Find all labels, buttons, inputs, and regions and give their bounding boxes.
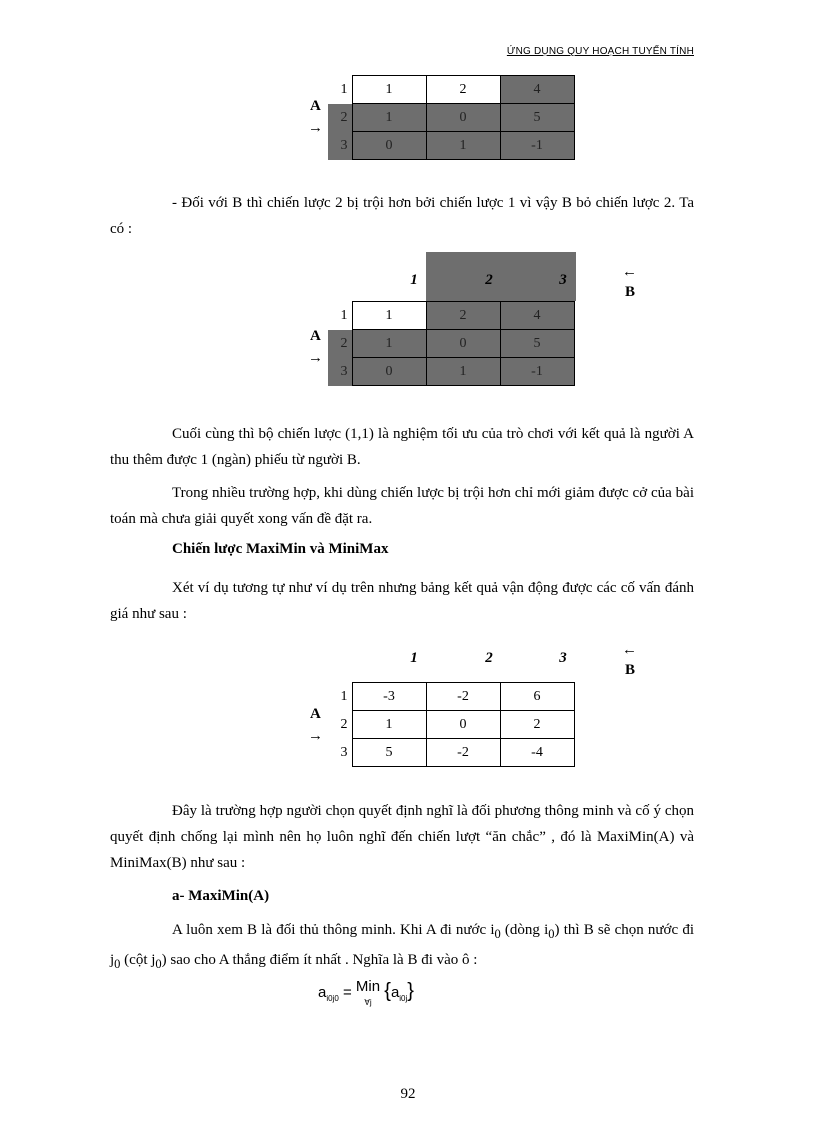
table-row	[328, 330, 574, 358]
table-cell: -1	[500, 358, 574, 386]
table-cell: -4	[500, 739, 574, 767]
formula-lhs: a	[318, 984, 327, 1001]
subscript: 0	[114, 957, 121, 971]
formula-operator	[356, 980, 380, 1010]
paragraph: Cuối cùng thì bộ chiến lược (1,1) là nghiệm tối ưu của trò chơi với kết quả là người A thu thêm được 1 (ngàn) phiếu từ người B.	[110, 426, 694, 468]
table-row	[328, 76, 574, 104]
formula-op: Min	[355, 978, 381, 995]
column-label: 1	[410, 272, 418, 288]
subscript: 0	[155, 957, 162, 971]
table-cell: 1	[352, 302, 426, 330]
player-a-label-3: A	[310, 706, 321, 722]
text-run: (cột j	[120, 952, 156, 968]
text-run: ) thì B sẽ chọn nước đi j	[110, 922, 694, 968]
table-row	[328, 683, 574, 711]
table-cell: -3	[352, 683, 426, 711]
table-cell: 1	[426, 358, 500, 386]
table-cell: 0	[352, 132, 426, 160]
running-header: ỨNG DỤNG QUY HOẠCH TUYẾN TÍNH	[506, 46, 694, 57]
table-row	[328, 104, 574, 132]
text-run: ) sao cho A thắng điểm ít nhất . Nghĩa là B đi vào ô :	[161, 952, 478, 968]
section-heading: Chiến lược MaxiMin và MiniMax	[172, 541, 389, 557]
table-cell: 5	[500, 104, 574, 132]
row-label: 3	[328, 739, 352, 767]
row-label: 2	[328, 330, 352, 358]
player-a-label-1: A	[310, 98, 321, 114]
table-cell: 0	[426, 711, 500, 739]
formula-arg: a	[390, 984, 400, 1001]
text-run: (dòng i	[500, 922, 549, 938]
row-label: 3	[328, 132, 352, 160]
arrow-right-icon: →	[308, 728, 323, 744]
table-cell: 4	[500, 302, 574, 330]
formula-equals: =	[342, 984, 352, 1001]
page-number: 92	[400, 1086, 416, 1102]
table-cell: 1	[352, 711, 426, 739]
table-cell: 5	[352, 739, 426, 767]
payoff-table-1	[328, 75, 575, 160]
row-label: 1	[328, 683, 352, 711]
table-cell: 6	[500, 683, 574, 711]
column-label: 3	[559, 650, 567, 666]
table-cell: -2	[426, 739, 500, 767]
table-cell: 1	[352, 330, 426, 358]
paragraph: Xét ví dụ tương tự như ví dụ trên nhưng bảng kết quả vận động được các cố vấn đánh giá như sau :	[110, 580, 694, 622]
table-cell: -1	[500, 132, 574, 160]
column-label: 2	[485, 650, 493, 666]
row-label: 2	[328, 104, 352, 132]
row-label: 1	[328, 76, 352, 104]
column-label: 1	[410, 650, 418, 666]
paragraph: Trong nhiều trường hợp, khi dùng chiến lược bị trội hơn chỉ mới giảm được cở của bài toán mà chưa giải quyết xong vấn đề đặt ra.	[110, 485, 694, 527]
arrow-right-icon: →	[308, 120, 323, 136]
table-cell: -2	[426, 683, 500, 711]
column-label: 2	[485, 272, 493, 288]
payoff-table-2	[328, 301, 575, 386]
row-label: 2	[328, 711, 352, 739]
formula-arg-sub: i0j	[399, 994, 408, 1003]
table-cell: 2	[426, 302, 500, 330]
table-row	[328, 132, 574, 160]
formula-rbrace: }	[407, 980, 414, 1002]
table-cell: 1	[426, 132, 500, 160]
table-cell: 0	[426, 104, 500, 132]
column-label: 3	[559, 272, 567, 288]
row-label: 3	[328, 358, 352, 386]
section-heading: a- MaxiMin(A)	[172, 888, 270, 904]
table-cell: 0	[426, 330, 500, 358]
table-cell: 1	[352, 104, 426, 132]
subscript: 0	[548, 927, 555, 941]
formula-op-sub: ∀j	[364, 998, 372, 1007]
row-label: 1	[328, 302, 352, 330]
table-cell: 2	[500, 711, 574, 739]
arrow-left-icon: ←	[622, 642, 637, 658]
arrow-left-icon: ←	[622, 264, 637, 280]
formula-lhs-sub: i0j0	[326, 994, 339, 1003]
player-b-label: B	[625, 284, 636, 300]
paragraph-with-subscripts	[110, 917, 694, 977]
payoff-table-3	[328, 682, 575, 767]
arrow-right-icon: →	[308, 350, 323, 366]
paragraph: - Đối với B thì chiến lược 2 bị trội hơn bởi chiến lược 1 vì vậy B bỏ chiến lược 2. Ta có :	[110, 195, 694, 237]
minimum-formula	[318, 980, 414, 1010]
subscript: 0	[494, 927, 501, 941]
table-cell: 2	[426, 76, 500, 104]
player-a-label-2: A	[310, 328, 321, 344]
table-cell: 0	[352, 358, 426, 386]
paragraph: Đây là trường hợp người chọn quyết định nghĩ là đối phương thông minh và cố ý chọn quyết định chống lại mình nên họ luôn nghĩ đến chiến lượt “ăn chắc” , đó là MaxiMin(A) và MiniMax(B) như sau :	[110, 803, 694, 871]
table-cell: 1	[352, 76, 426, 104]
table-row	[328, 739, 574, 767]
text-run: A luôn xem B là đối thủ thông minh. Khi A đi nước i	[172, 922, 495, 938]
formula-lbrace: {	[384, 980, 391, 1002]
table-row	[328, 711, 574, 739]
table-cell: 4	[500, 76, 574, 104]
table-row	[328, 302, 574, 330]
player-b-label: B	[625, 662, 636, 678]
table-row	[328, 358, 574, 386]
table-cell: 5	[500, 330, 574, 358]
